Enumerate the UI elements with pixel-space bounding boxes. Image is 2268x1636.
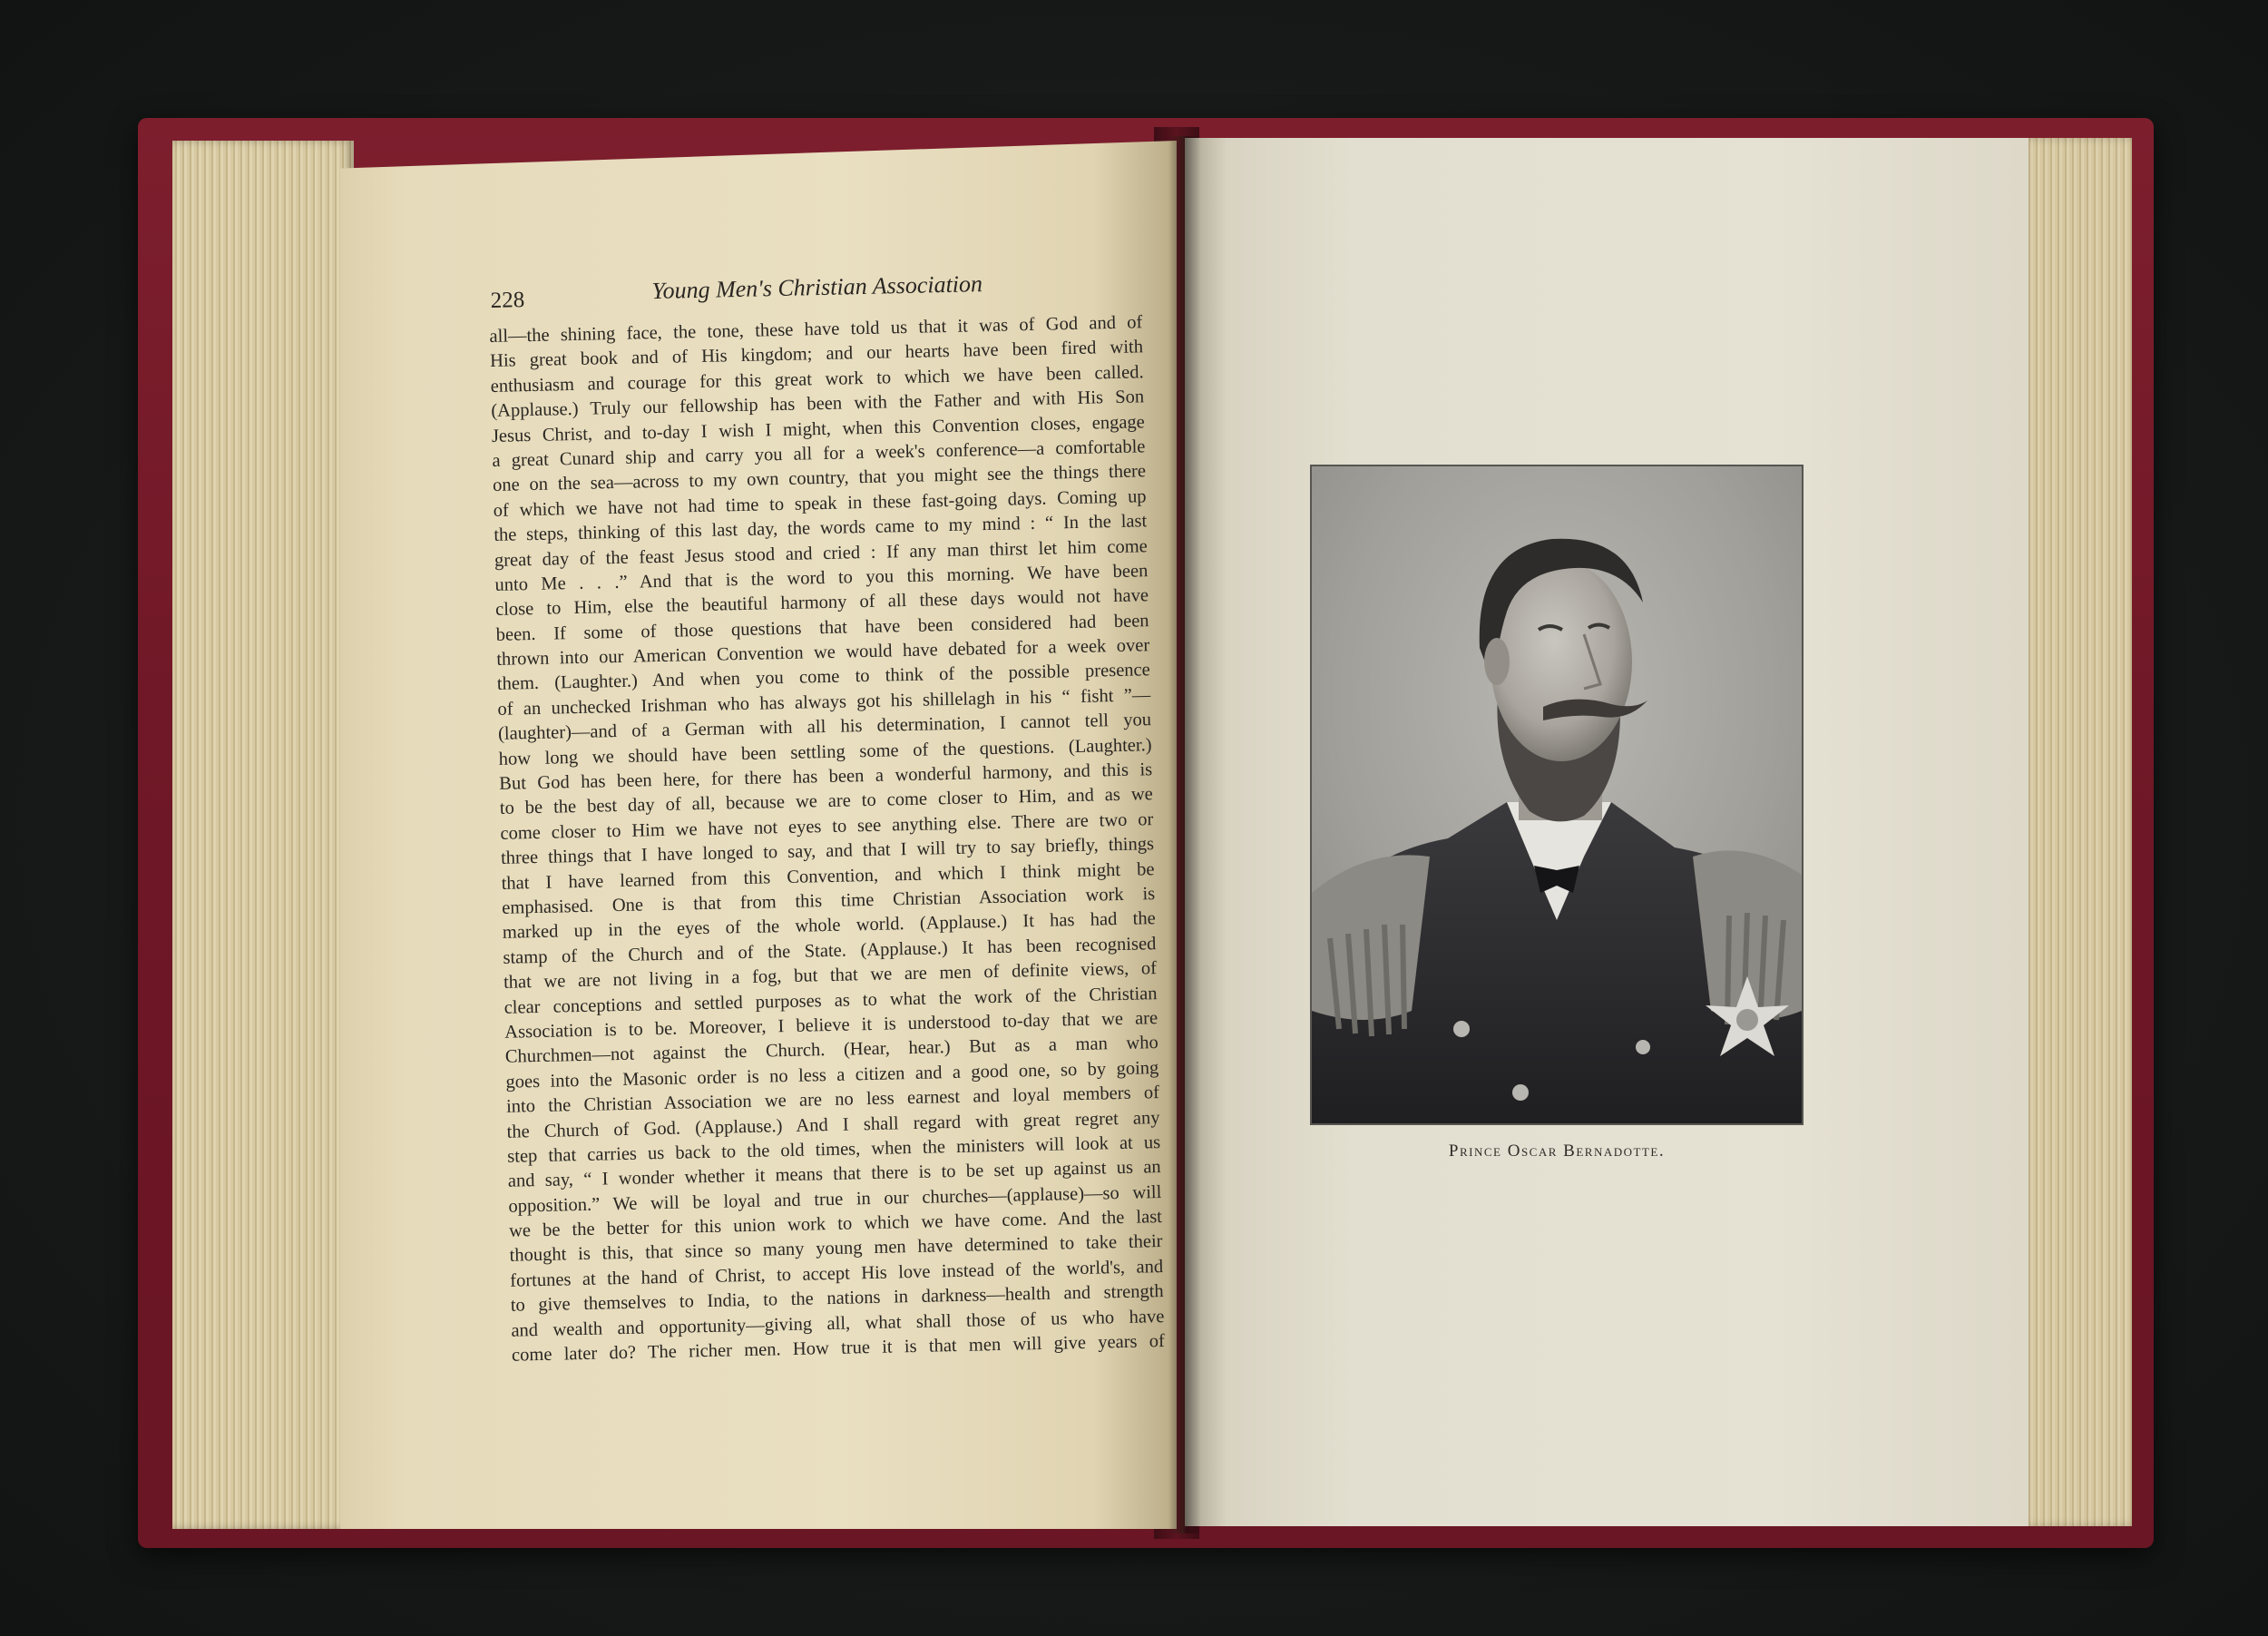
- text-line: (Applause.) Truly our fellowship has been with the Father and with His Son: [491, 387, 1145, 422]
- text-line: Association is to be. Moreover, I believe it is understood to-day that we are: [504, 1008, 1158, 1043]
- text-line: clear conceptions and settled purposes as to what the work of the Christian: [503, 983, 1158, 1018]
- left-page-edges: [172, 141, 354, 1529]
- text-line: unto Me . . .” And that is the word to you this morning. We have been: [494, 561, 1149, 595]
- text-line: the steps, thinking of this last day, the words came to my mind : “ In the last: [494, 511, 1148, 546]
- text-line: one on the sea—across to my own country, that you might see the things there: [492, 461, 1147, 496]
- text-line: close to Him, else the beautiful harmony of all these days would not have: [494, 585, 1149, 621]
- body-text: [489, 310, 1165, 1368]
- text-line: we be the better for this union work to which we have come. And the last: [508, 1207, 1163, 1241]
- text-line: of which we have not had time to speak in these fast-going days. Coming up: [493, 485, 1147, 521]
- text-line: them. (Laughter.) And when you come to think of the possible presence: [496, 660, 1150, 695]
- text-line: a great Cunard ship and carry you all for a week's conference—a comfortable: [492, 436, 1146, 471]
- portrait-plate: [1310, 465, 1804, 1125]
- text-line: stamp of the Church and of the State. (Applause.) It has been recognised: [503, 933, 1157, 968]
- text-line: of an unchecked Irishman who has always got his shillelagh in his “ fisht ”—: [497, 685, 1151, 720]
- text-line: Churchmen—not against the Church. (Hear, hear.) But as a man who: [504, 1033, 1158, 1068]
- text-line: His great book and of His kingdom; and our hearts have been fired with: [489, 337, 1144, 372]
- text-line: thrown into our American Convention we would have debated for a week over: [496, 635, 1150, 670]
- text-line: opposition.” We will be loyal and true in our churches—(applause)—so will: [508, 1181, 1162, 1217]
- text-line: that I have learned from this Convention, and which I think might be: [501, 858, 1155, 894]
- text-line: Jesus Christ, and to-day I wish I might, when this Convention closes, engage: [491, 411, 1146, 446]
- text-line: to be the best day of all, because we are to come closer to Him, and as we: [499, 784, 1153, 819]
- text-line: (laughter)—and of a German with all his determination, I cannot tell you: [497, 710, 1152, 745]
- text-line: all—the shining face, the tone, these have told us that it was of God and of: [489, 312, 1143, 347]
- text-line: goes into the Masonic order is no less a citizen and a good one, so by going: [505, 1057, 1159, 1092]
- text-line: how long we should have been settling some of the questions. (Laughter.): [498, 734, 1152, 769]
- book-gutter: [1168, 136, 1201, 1533]
- text-line: been. If some of those questions that have been considered had been: [495, 610, 1149, 645]
- page-number: 228: [490, 288, 525, 313]
- text-line: the Church of God. (Applause.) And I shall regard with great regret any: [506, 1107, 1160, 1142]
- text-line: and wealth and opportunity—giving all, what shall those of us who have: [511, 1306, 1165, 1341]
- plate-caption: Prince Oscar Bernadotte.: [1448, 1141, 1666, 1161]
- text-line: emphasised. One is that from this time Christian Association work is: [502, 884, 1156, 918]
- text-line: fortunes at the hand of Christ, to accept His love instead of the world's, and: [510, 1256, 1164, 1291]
- text-line: great day of the feast Jesus stood and cried : If any man thirst let him come: [494, 535, 1148, 571]
- text-line: enthusiasm and courage for this great work to which we have been called.: [490, 362, 1144, 397]
- text-line: come closer to Him we have not eyes to see anything else. There are two or: [500, 808, 1154, 844]
- text-line: to give themselves to India, to the nations in darkness—health and strength: [510, 1281, 1164, 1316]
- text-line: thought is this, that since so many young men have determined to take their: [509, 1231, 1163, 1267]
- text-line: marked up in the eyes of the whole world. (Applause.) It has had the: [502, 908, 1156, 944]
- text-line: into the Christian Association we are no less earnest and loyal members of: [505, 1083, 1160, 1117]
- text-line: that we are not living in a fog, but that we are men of definite views, of: [503, 958, 1158, 993]
- text-line: step that carries us back to the old times, when the ministers will look at us: [507, 1131, 1161, 1167]
- portrait-illustration: [1312, 466, 1802, 1123]
- text-line: But God has been here, for there has been a wonderful harmony, and this is: [499, 759, 1153, 794]
- right-page-edges: [2019, 138, 2132, 1526]
- text-line: come later do? The richer men. How true it is that men will give years of: [511, 1331, 1166, 1366]
- text-line: three things that I have longed to say, and that I will try to say briefly, things: [500, 834, 1155, 869]
- text-line: and say, “ I wonder whether it means that there is to be set up against us an: [507, 1157, 1161, 1192]
- text-page-content: [488, 258, 1165, 1368]
- running-title: Young Men's Christian Association: [651, 270, 983, 305]
